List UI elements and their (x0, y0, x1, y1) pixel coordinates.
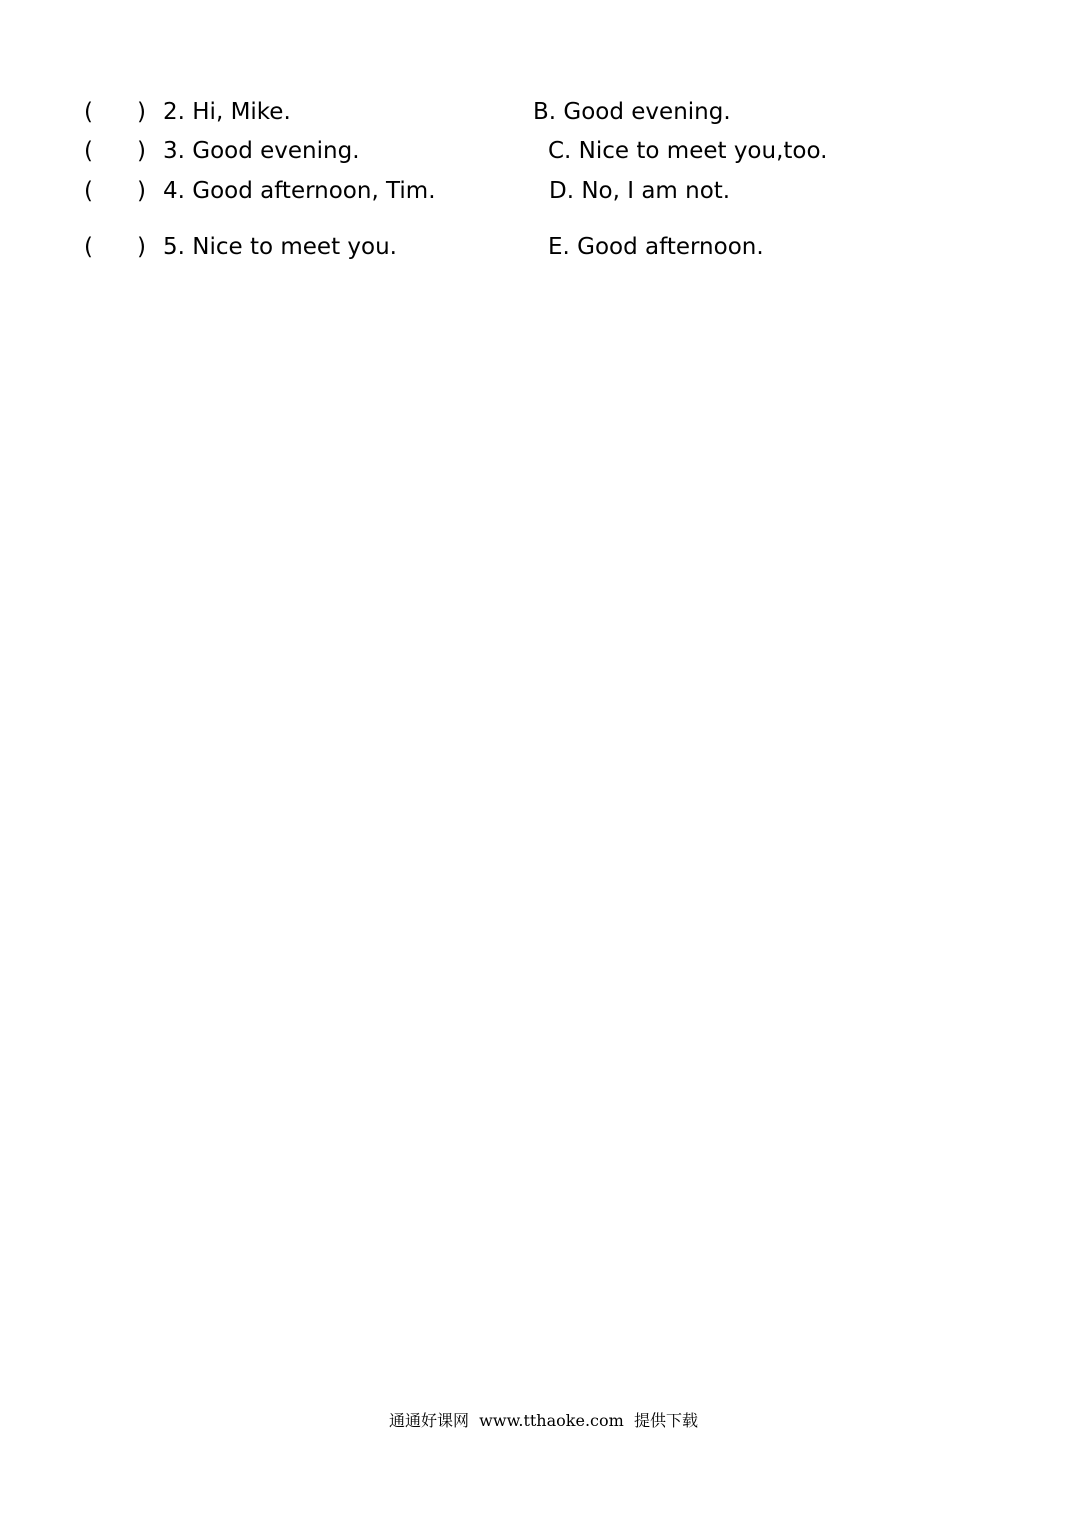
answer-blank-close: ) (137, 234, 146, 260)
exercise-item (0, 227, 1087, 267)
question-text: 2. Hi, Mike. (163, 99, 291, 125)
answer-blank-open: ( (84, 178, 93, 204)
answer-blank-close: ) (137, 138, 146, 164)
exercise-item (0, 131, 1087, 171)
answer-blank-close: ) (137, 99, 146, 125)
page-footer: 通通好课网 www.tthaoke.com 提供下载 (389, 1411, 698, 1430)
question-text: 4. Good afternoon, Tim. (163, 178, 436, 204)
answer-option: D. No, I am not. (549, 178, 731, 204)
answer-option: C. Nice to meet you,too. (548, 138, 828, 164)
answer-blank-open: ( (84, 99, 93, 125)
answer-option: B. Good evening. (533, 99, 731, 125)
answer-option: E. Good afternoon. (548, 234, 764, 260)
question-text: 5. Nice to meet you. (163, 234, 397, 260)
exercise-item (0, 171, 1087, 211)
answer-blank-open: ( (84, 234, 93, 260)
exercise-item (0, 92, 1087, 132)
answer-blank-open: ( (84, 138, 93, 164)
question-text: 3. Good evening. (163, 138, 360, 164)
answer-blank-close: ) (137, 178, 146, 204)
